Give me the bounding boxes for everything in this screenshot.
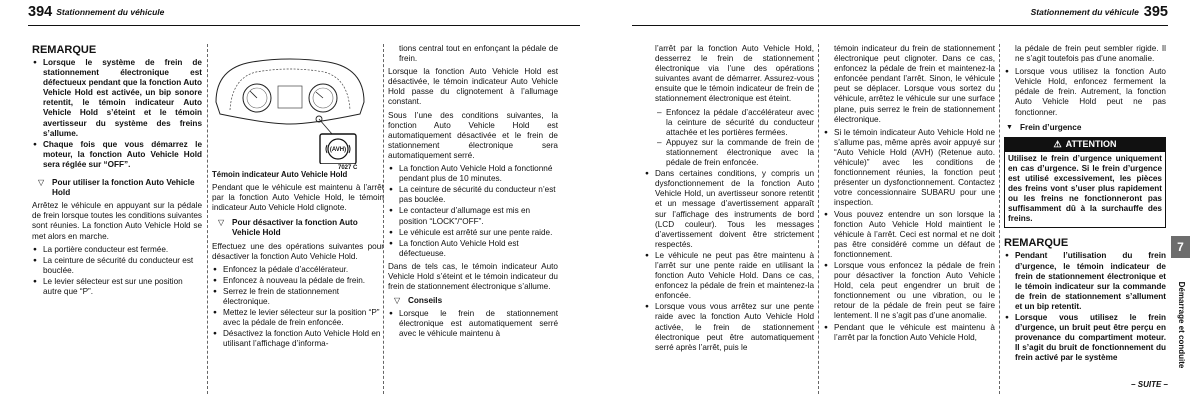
triangle-icon: ▽ — [38, 178, 45, 188]
left-page-header — [28, 4, 165, 23]
list-item: ● La portière conducteur est fermée. — [32, 245, 202, 255]
right-header-rule — [632, 25, 1168, 26]
remark-list — [1004, 251, 1166, 363]
list-item: ● Lorsque vous utilisez la fonction Auto Vehicle Hold, enfoncez fermement la pédale de frein. Autrement, la fonction Auto Vehicle Hold peut ne pas fonctionner. — [1004, 67, 1166, 117]
list-item: ● Enfoncez à nouveau la pédale de frein. — [212, 276, 384, 286]
list-item: ● Lorsque le frein de stationnement électronique est automatiquement serré avec le véhicule maintenu à — [388, 309, 558, 339]
dash-item: – Enfoncez la pédale d’accélérateur avec la ceinture de sécurité du conducteur attachée et les portières fermées. — [655, 108, 814, 138]
continued-marker: – SUITE – — [1131, 380, 1168, 389]
auto-release-conditions — [388, 164, 558, 259]
list-item: ● Pendant que le véhicule est maintenu à l’arrêt par la fonction Auto Vehicle Hold, — [823, 323, 995, 343]
triangle-icon: ▽ — [218, 218, 225, 228]
right-col-1 — [644, 44, 814, 354]
use-conditions-list — [32, 245, 202, 297]
remark-title: REMARQUE — [32, 44, 97, 56]
list-item: ● Désactivez la fonction Auto Vehicle Hold en utilisant l’affichage d’informa- — [212, 329, 384, 349]
avh-indicator-label: (AVH) — [329, 147, 347, 153]
continuation-text: l’arrêt par la fonction Auto Vehicle Hold, desserrez le frein de stationnement électronique via l’une des opérations suivantes avant de démarrer. Assurez-vous ensuite que le témoin indicateur de frein de stationnement électronique est éteint. — [655, 44, 814, 104]
remark-item: ● Lorsque le système de frein de stationnement électronique est défectueux pendant que la fonction Auto Vehicle Hold est activée, un bip sonore retentit, le témoin indicateur Auto Vehicle Hold s’éteint et le témoin avertisseur du système des freins s’allume. — [32, 58, 202, 139]
right-page-header — [1030, 4, 1168, 23]
left-col-2 — [212, 44, 384, 351]
filled-triangle-icon: ▼ — [1006, 123, 1013, 131]
left-page-title: Stationnement du véhicule — [56, 7, 165, 17]
column-divider — [999, 44, 1000, 394]
notes-list — [823, 128, 995, 343]
figure-code: 7027 C — [338, 165, 358, 171]
remark-title: REMARQUE — [1004, 237, 1069, 250]
conseils-list — [388, 309, 558, 339]
list-item: ● Le véhicule est arrêté sur une pente raide. — [388, 228, 558, 238]
remark-item: ● Pendant l’utilisation du frein d’urgence, le témoin indicateur de frein de stationnement électronique et le témoin indicateur sur la commande de frein de stationnement s’allument et un bip retentit. — [1004, 251, 1166, 312]
list-item: ● Lorsque vous vous arrêtez sur une pente raide avec la fonction Auto Vehicle Hold activée, le frein de stationnement électronique peut être automatiquement serré après l’arrêt, puis le — [644, 302, 814, 352]
notes-list — [1004, 67, 1166, 117]
left-page-number: 394 — [28, 4, 53, 20]
column-divider — [383, 44, 384, 394]
left-col-1 — [32, 44, 202, 298]
list-item: ● Dans certaines conditions, y compris un dysfonctionnement de la fonction Auto Vehicle Hold, un avertisseur sonore retentit et un message d’avertissement apparaît sur l’affichage des instruments de bord (LCD couleur). Tous les messages d’avertissement doivent être strictement respectés. — [644, 169, 814, 250]
list-item: ● La ceinture de sécurité du conducteur est bouclée. — [32, 256, 202, 276]
emergency-brake-heading: ▼ Frein d’urgence — [1006, 122, 1082, 132]
remark-item: ● Chaque fois que vous démarrez le moteur, la fonction Auto Vehicle Hold sera réglée sur “OFF”. — [32, 140, 202, 170]
figure-caption: Témoin indicateur Auto Vehicle Hold — [212, 170, 348, 179]
warning-icon: ⚠ — [1053, 138, 1062, 149]
list-item: ● Le véhicule ne peut pas être maintenu à l’arrêt sur une pente raide en utilisant la fonction Auto Vehicle Hold. Dans ce cas, enfoncez la pédale de frein et maintenez-la enfoncée. — [644, 251, 814, 301]
continuation-text: la pédale de frein peut sembler rigide. Il ne s’agit toutefois pas d’une anomalie. — [1015, 44, 1166, 64]
use-paragraph: Arrêtez le véhicule en appuyant sur la pédale de frein lorsque toutes les conditions suivantes sont réunies. La fonction Auto Vehicle Hold se met alors en marche. — [32, 201, 202, 241]
chapter-tab: 7 — [1171, 236, 1190, 258]
list-item: ● Vous pouvez entendre un son lorsque la fonction Auto Vehicle Hold maintient le véhicule à l’arrêt. Ceci est normal et ne doit pas être considéré comme un défaut de fonctionnement. — [823, 210, 995, 260]
remark-list — [32, 58, 202, 170]
use-heading: ▽ Pour utiliser la fonction Auto Vehicle Hold — [38, 178, 195, 198]
column-divider — [207, 44, 208, 394]
right-page-title: Stationnement du véhicule — [1030, 7, 1139, 17]
triangle-icon: ▽ — [394, 296, 401, 306]
left-col-3 — [388, 44, 558, 341]
notes-list — [644, 169, 814, 353]
col3-paragraph-1: Lorsque la fonction Auto Vehicle Hold est désactivée, le témoin indicateur Auto Vehicle Hold passe du clignotement à l’allumage constant. — [388, 67, 558, 107]
list-item: ● Si le témoin indicateur Auto Vehicle Hold ne s’allume pas, même après avoir appuyé sur “Auto Vehicle Hold (AVH) (Retenue auto. véhicule)” avec les conditions de fonctionnement réunies, la fonction peut présenter un dysfonctionnement. Contactez votre concessionnaire SUBARU pour une inspection. — [823, 128, 995, 209]
right-col-3 — [1004, 44, 1166, 364]
list-item: ● Enfoncez la pédale d’accélérateur. — [212, 265, 384, 275]
conseils-heading: ▽ Conseils — [394, 296, 443, 306]
release-steps-list — [644, 108, 814, 169]
right-page-number: 395 — [1143, 4, 1168, 20]
attention-box — [1004, 137, 1166, 229]
deactivate-list — [212, 265, 384, 350]
col3-paragraph-3: Dans de tels cas, le témoin indicateur Auto Vehicle Hold s’éteint et le témoin indicateur du frein de stationnement électronique s’allume. — [388, 261, 558, 292]
continuation-text: témoin indicateur du frein de stationnement électronique peut clignoter. Dans ce cas, enfoncez la pédale de frein et maintenez-la enfoncée pendant l’arrêt. Sinon, le véhicule peut se déplacer. Lorsque vous sortez du véhicule, arrêtez le véhicule sur une surface plane, puis serrez le frein de stationnement électronique. — [834, 44, 995, 124]
continuation-text: tions central tout en enfonçant la pédale de frein. — [399, 44, 558, 64]
list-item: ● La fonction Auto Vehicle Hold a fonctionné pendant plus de 10 minutes. — [388, 164, 558, 184]
column-divider — [818, 44, 819, 394]
dash-item: – Appuyez sur la commande de frein de stationnement électronique avec la pédale de frein enfoncée. — [655, 138, 814, 168]
list-item: ● Serrez le frein de stationnement électronique. — [212, 287, 384, 307]
list-item: ● La fonction Auto Vehicle Hold est défectueuse. — [388, 239, 558, 259]
instrument-cluster-illustration — [212, 42, 368, 164]
chapter-side-label: Démarrage et conduite — [1177, 281, 1187, 368]
left-header-rule — [28, 25, 580, 26]
instrument-cluster-figure — [212, 42, 368, 171]
attention-header: ⚠ ATTENTION — [1005, 138, 1165, 152]
col3-paragraph-2: Sous l’une des conditions suivantes, la fonction Auto Vehicle Hold est automatiquement désactivée et le frein de stationnement électronique sera automatiquement serré. — [388, 110, 558, 160]
list-item: ● Le contacteur d’allumage est mis en position “LOCK”/“OFF”. — [388, 206, 558, 226]
list-item: ● Lorsque vous enfoncez la pédale de frein pour désactiver la fonction Auto Vehicle Hold, cela peut engendrer un bruit de fonctionnement ou une vibration, ou le retour de la pédale de frein peut se faire lentement. Il ne s’agit pas d’une anomalie. — [823, 261, 995, 322]
col2-paragraph-1: Pendant que le véhicule est maintenu à l’arrêt par la fonction Auto Vehicle Hold, le témoin indicateur Auto Vehicle Hold clignote. — [212, 183, 384, 213]
attention-text: Utilisez le frein d’urgence uniquement en cas d’urgence. Si le frein d’urgence est utilisé excessivement, les pièces des freins vont s’user plus rapidement ou les freins ne fonctionneront pas suffisamment dû à la surchauffe des freins. — [1008, 153, 1162, 224]
col2-paragraph-2: Effectuez une des opérations suivantes pour désactiver la fonction Auto Vehicle Hold. — [212, 241, 384, 261]
deactivate-heading: ▽ Pour désactiver la fonction Auto Vehicle Hold — [218, 218, 358, 238]
list-item: ● Le levier sélecteur est sur une position autre que “P”. — [32, 277, 202, 297]
list-item: ● Mettez le levier sélecteur sur la position “P” avec la pédale de frein enfoncée. — [212, 308, 384, 328]
remark-item: ● Lorsque vous utilisez le frein d’urgence, un bruit peut être perçu en provenance du compartiment moteur. Il s’agit du bruit de fonctionnement du frein activé par le système — [1004, 313, 1166, 363]
list-item: ● La ceinture de sécurité du conducteur n’est pas bouclée. — [388, 185, 558, 205]
right-col-2 — [823, 44, 995, 344]
